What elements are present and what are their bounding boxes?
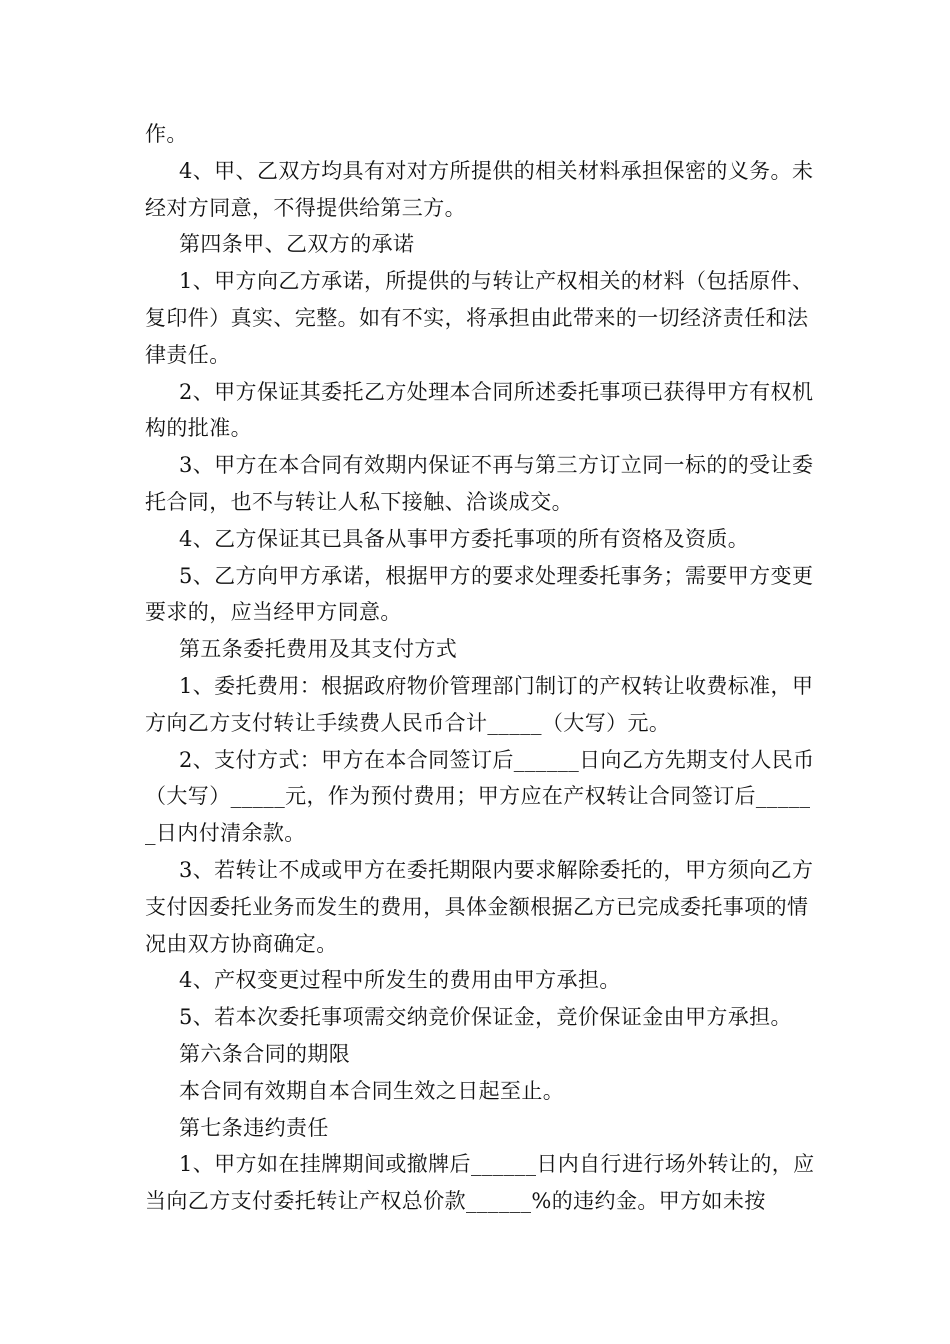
paragraph-article-7-item-1: 1、甲方如在挂牌期间或撤牌后______日内自行进行场外转让的，应当向乙方支付委托转让产权总价款______%的违约金。甲方如未按 (145, 1152, 815, 1214)
paragraph-article-4-item-2: 2、甲方保证其委托乙方处理本合同所述委托事项已获得甲方有权机构的批准。 (145, 379, 814, 441)
paragraph-article-5-item-4: 4、产权变更过程中所发生的费用由甲方承担。 (179, 968, 621, 993)
paragraph-continuation: 作。 (145, 122, 188, 146)
document-body (145, 116, 815, 1220)
paragraph-article-5-item-1: 1、委托费用：根据政府物价管理部门制订的产权转让收费标准，甲方向乙方支付转让手续费人民币合计_____（大写）元。 (145, 673, 814, 735)
paragraph-article-4-item-4: 4、乙方保证其已具备从事甲方委托事项的所有资格及资质。 (179, 526, 750, 551)
section-heading-article-6: 第六条合同的期限 (179, 1041, 351, 1066)
paragraph-confidentiality: 4、甲、乙双方均具有对对方所提供的相关材料承担保密的义务。未经对方同意，不得提供给第三方。 (145, 158, 814, 220)
paragraph-article-5-item-5: 5、若本次委托事项需交纳竞价保证金，竞价保证金由甲方承担。 (179, 1005, 792, 1030)
paragraph-article-4-item-3: 3、甲方在本合同有效期内保证不再与第三方订立同一标的的受让委托合同，也不与转让人私下接触、洽谈成交。 (145, 453, 814, 514)
section-heading-article-5: 第五条委托费用及其支付方式 (179, 637, 458, 662)
paragraph-article-5-item-2: 2、支付方式：甲方在本合同签订后______日向乙方先期支付人民币（大写）_____元，作为预付费用；甲方应在产权转让合同签订后______日内付清余款。 (145, 747, 815, 846)
paragraph-article-4-item-1: 1、甲方向乙方承诺，所提供的与转让产权相关的材料（包括原件、复印件）真实、完整。如有不实，将承担由此带来的一切经济责任和法律责任。 (145, 269, 814, 367)
paragraph-article-4-item-5: 5、乙方向甲方承诺，根据甲方的要求处理委托事务；需要甲方变更要求的，应当经甲方同意。 (145, 563, 814, 625)
section-heading-article-4: 第四条甲、乙双方的承诺 (179, 232, 415, 257)
section-heading-article-7: 第七条违约责任 (179, 1115, 329, 1140)
paragraph-article-6-body: 本合同有效期自本合同生效之日起至止。 (179, 1078, 565, 1103)
paragraph-article-5-item-3: 3、若转让不成或甲方在委托期限内要求解除委托的，甲方须向乙方支付因委托业务而发生的费用，具体金额根据乙方已完成委托事项的情况由双方协商确定。 (145, 857, 814, 956)
